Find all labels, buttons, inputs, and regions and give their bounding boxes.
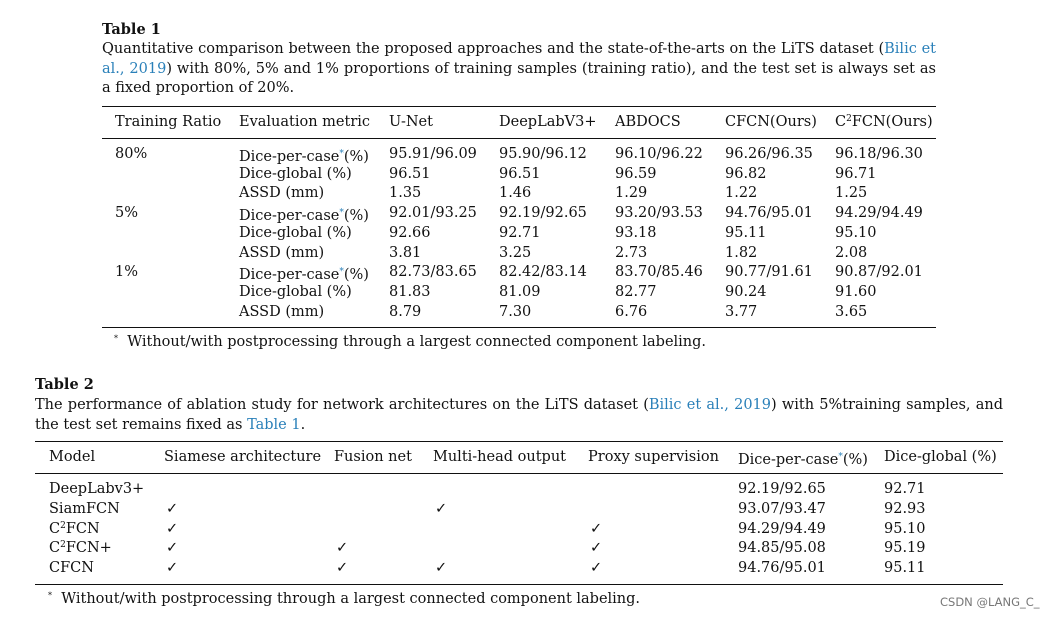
- table2-dice-global: 92.71: [884, 481, 926, 497]
- table1-value: 3.77: [725, 303, 758, 320]
- table1-footnote-text: Without/with postprocessing through a largest connected component labeling.: [127, 334, 707, 350]
- table1-header-3: DeepLabV3+: [499, 114, 597, 130]
- table2-top-rule: [35, 441, 1003, 442]
- table2-caption: [35, 396, 1003, 435]
- table2-footnote: [48, 591, 640, 607]
- table1-value: 95.11: [725, 224, 767, 241]
- table1-metric-name: Dice-global (%): [239, 224, 352, 241]
- table1-header-4: ABDOCS: [615, 114, 681, 130]
- table1-ratio-1: 5%: [115, 205, 139, 222]
- table2-header-dice-global: Dice-global (%): [884, 449, 997, 465]
- table1-value: 96.71: [835, 165, 877, 182]
- table2-model-1: SiamFCN: [49, 500, 120, 517]
- table1-metric-star: *: [339, 208, 344, 219]
- check-mark-icon: ✓: [166, 560, 179, 577]
- table1-value: 96.59: [615, 165, 657, 182]
- table1-metric: [239, 165, 352, 183]
- table2-header-rule: [35, 473, 1003, 474]
- table1-value: 92.19/92.65: [499, 205, 587, 222]
- table2-model-3: [49, 539, 112, 557]
- table1-metric-name: Dice-global (%): [239, 165, 352, 182]
- table1-value: 3.25: [499, 244, 532, 261]
- table1-header-6-sup: 2: [846, 114, 852, 124]
- table1-value: 95.91/96.09: [389, 146, 477, 162]
- table1-value: 93.20/93.53: [615, 205, 703, 222]
- table2-header-1: Siamese architecture: [164, 449, 322, 465]
- table2-dice-global: 95.10: [884, 520, 926, 537]
- table1-value: 95.10: [835, 224, 877, 241]
- table1-value: 92.01/93.25: [389, 205, 477, 222]
- check-mark-icon: ✓: [590, 520, 603, 537]
- table2-dice-per-case: 93.07/93.47: [738, 500, 826, 517]
- table1-value: 82.73/83.65: [389, 264, 477, 281]
- table1-metric: [239, 244, 324, 262]
- table1-value: 1.25: [835, 185, 868, 202]
- table2-caption-text: The performance of ablation study for network architectures on the LiTS dataset (: [35, 397, 649, 413]
- table1-value: 82.77: [615, 283, 657, 300]
- table2-model-3-sup: 2: [60, 540, 66, 551]
- table1-value: 90.77/91.61: [725, 264, 813, 281]
- table1-metric: [239, 303, 324, 321]
- table2-label: Table 2: [35, 376, 94, 393]
- table1-caption: [102, 40, 936, 99]
- table1-metric: [239, 204, 369, 225]
- table1-footnote: [114, 334, 706, 350]
- table2-dice-per-case: 92.19/92.65: [738, 481, 826, 497]
- check-mark-icon: ✓: [336, 540, 349, 557]
- table1-value: 94.29/94.49: [835, 205, 923, 222]
- table1-metric-name: Dice-per-case: [239, 208, 340, 225]
- table1-value: 3.81: [389, 244, 422, 261]
- check-mark-icon: ✓: [166, 500, 179, 517]
- table1-metric-name: Dice-per-case: [239, 267, 340, 284]
- table1-value: 82.42/83.14: [499, 264, 587, 281]
- table1-value: 96.26/96.35: [725, 146, 813, 162]
- table1-metric: [239, 263, 369, 284]
- check-mark-icon: ✓: [166, 540, 179, 557]
- table1-value: 6.76: [615, 303, 648, 320]
- table1-caption-rest: ) with 80%, 5% and 1% proportions of training samples (training ratio), and the test set is always set as a fixed proportion of 20%.: [102, 60, 936, 96]
- table2-footnote-mark: *: [48, 591, 52, 600]
- check-mark-icon: ✓: [590, 540, 603, 557]
- table1-value: 90.87/92.01: [835, 264, 923, 281]
- table1-value: 2.73: [615, 244, 648, 261]
- table1-metric-name: ASSD (mm): [239, 244, 325, 261]
- table2-header-dice-star: *: [838, 452, 843, 462]
- table2-header-dice-name: Dice-per-case: [738, 452, 839, 468]
- table1-metric-name: ASSD (mm): [239, 303, 325, 320]
- table2-header-4: Proxy supervision: [588, 449, 719, 465]
- table1-value: 1.46: [499, 185, 532, 202]
- table1-metric-star: *: [339, 149, 344, 159]
- table2-model-2-rest: FCN: [65, 520, 100, 537]
- table2-header-2: Fusion net: [334, 449, 412, 465]
- table1-header-rule: [102, 138, 936, 139]
- table2-citation-link[interactable]: Bilic et al., 2019: [648, 397, 771, 413]
- table2-header-dice-per-case: [738, 448, 868, 469]
- table2-caption-end: .: [300, 416, 306, 433]
- table1-footnote-mark: *: [114, 334, 118, 343]
- table1-value: 90.24: [725, 283, 767, 300]
- table1-value: 92.66: [389, 224, 431, 241]
- check-mark-icon: ✓: [435, 560, 448, 577]
- table1-metric: [239, 184, 324, 202]
- table1-label: Table 1: [102, 21, 161, 38]
- table1-metric-star: *: [339, 267, 344, 278]
- table1-bottom-rule: [102, 327, 936, 328]
- table1-metric: [239, 145, 369, 166]
- table1-value: 93.18: [615, 224, 657, 241]
- table1-citation-link[interactable]: Bilic et al., 2019: [102, 41, 936, 77]
- table1-metric-name: Dice-global (%): [239, 283, 352, 300]
- check-mark-icon: ✓: [435, 500, 448, 517]
- table1-metric: [239, 283, 352, 301]
- table2-model-2: [49, 520, 100, 538]
- table2-header-3: Multi-head output: [433, 449, 566, 465]
- table1-ratio-0: 80%: [115, 146, 148, 162]
- table1-value: 96.51: [499, 165, 541, 182]
- csdn-watermark: CSDN @LANG_C_: [940, 595, 1040, 609]
- table1-value: 94.76/95.01: [725, 205, 813, 222]
- table2-header-dice-suffix: (%): [842, 452, 868, 468]
- table1-value: 7.30: [499, 303, 532, 320]
- table2-footnote-text: Without/with postprocessing through a largest connected component labeling.: [61, 591, 641, 607]
- table1-value: 83.70/85.46: [615, 264, 703, 281]
- table1-header-6-rest: FCN(Ours): [851, 114, 933, 130]
- check-mark-icon: ✓: [336, 560, 349, 577]
- table1-value: 1.35: [389, 185, 422, 202]
- table2-dice-per-case: 94.29/94.49: [738, 520, 826, 537]
- table1-value: 96.10/96.22: [615, 146, 703, 162]
- table2-model-3-c: C: [49, 540, 61, 557]
- table1-header-0: Training Ratio: [115, 114, 222, 130]
- table2-dice-global: 92.93: [884, 500, 926, 517]
- check-mark-icon: ✓: [590, 560, 603, 577]
- table1-value: 8.79: [389, 303, 422, 320]
- table1-ratio-2: 1%: [115, 264, 139, 281]
- table2-table1-link[interactable]: Table 1: [247, 416, 301, 433]
- table1-value: 1.22: [725, 185, 758, 202]
- table2-caption-middle: ) with 5%training samples, and the test set remains fixed as: [35, 397, 1004, 433]
- table1-metric-suffix: (%): [343, 149, 369, 165]
- check-mark-icon: ✓: [166, 520, 179, 537]
- table1-header-6-c: C: [835, 114, 847, 130]
- table2-model-2-sup: 2: [60, 520, 66, 531]
- table2-model-0: DeepLabv3+: [49, 481, 145, 497]
- table1-value: 2.08: [835, 244, 868, 261]
- table2-dice-global: 95.19: [884, 540, 926, 557]
- table1-value: 1.29: [615, 185, 648, 202]
- table2-header-0: Model: [49, 449, 96, 465]
- table1-value: 81.09: [499, 283, 541, 300]
- table2-model-4: CFCN: [49, 560, 94, 577]
- table1-value: 96.51: [389, 165, 431, 182]
- table1-metric-suffix: (%): [343, 208, 369, 225]
- table1-metric-name: ASSD (mm): [239, 185, 325, 202]
- table1-top-rule: [102, 106, 936, 107]
- table1-header-2: U-Net: [389, 114, 433, 130]
- table1-value: 1.82: [725, 244, 758, 261]
- table2-model-3-rest: FCN+: [65, 540, 112, 557]
- table1-value: 3.65: [835, 303, 868, 320]
- table1-metric-name: Dice-per-case: [239, 149, 340, 165]
- table1-value: 95.90/96.12: [499, 146, 587, 162]
- table1-metric-suffix: (%): [343, 267, 369, 284]
- table2-model-2-c: C: [49, 520, 61, 537]
- table1-header-6: [835, 113, 933, 131]
- table1-value: 92.71: [499, 224, 541, 241]
- table1-value: 96.18/96.30: [835, 146, 923, 162]
- table1-value: 81.83: [389, 283, 431, 300]
- table1-value: 96.82: [725, 165, 767, 182]
- table2-bottom-rule: [35, 584, 1003, 585]
- table1-header-1: Evaluation metric: [239, 114, 371, 130]
- table1-value: 91.60: [835, 283, 877, 300]
- table1-header-5: CFCN(Ours): [725, 114, 817, 130]
- table1-metric: [239, 224, 352, 242]
- table2-dice-per-case: 94.76/95.01: [738, 560, 826, 577]
- table2-dice-global: 95.11: [884, 560, 926, 577]
- table2-dice-per-case: 94.85/95.08: [738, 540, 826, 557]
- table1-caption-text: Quantitative comparison between the proposed approaches and the state-of-the-arts on the LiTS dataset (: [102, 41, 885, 57]
